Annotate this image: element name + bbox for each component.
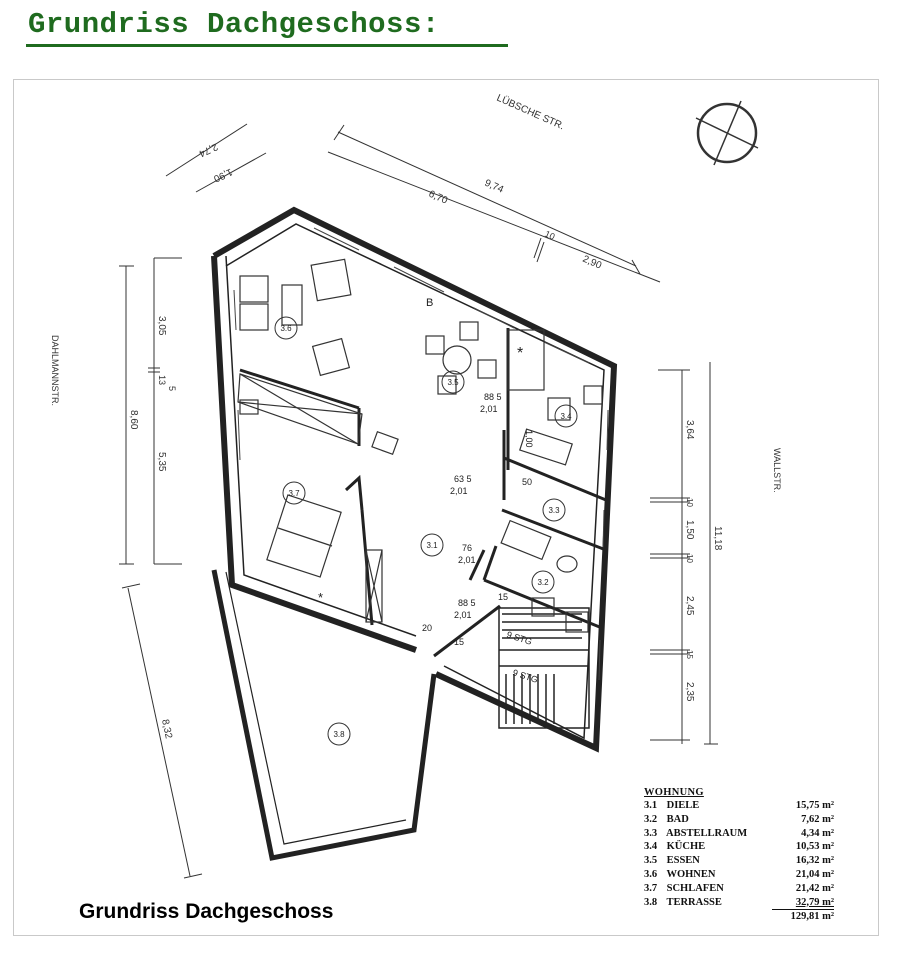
area-table	[644, 787, 834, 924]
street-label-north: LÜBSCHE STR.	[494, 92, 566, 133]
dim-top-small-2: 1,90	[211, 165, 235, 184]
area-row: 3.2 BAD 7,62 m²	[644, 813, 834, 825]
svg-text:1,00: 1,00	[524, 430, 534, 448]
svg-text:3.4: 3.4	[560, 412, 572, 421]
dim-right-5: 2,45	[684, 596, 695, 616]
dim-right-7: 2,35	[684, 682, 695, 702]
star-marker-2: *	[318, 590, 324, 605]
svg-text:2,01: 2,01	[450, 486, 468, 496]
street-label-west: DAHLMANNSTR.	[50, 335, 60, 407]
area-row: 3.6 WOHNEN 21,04 m²	[644, 868, 834, 880]
svg-text:63 5: 63 5	[454, 474, 472, 484]
dim-top-small-1: 2,74	[197, 140, 220, 159]
label-b: B	[426, 297, 434, 309]
dimension-lines-right	[650, 362, 718, 744]
dim-right-8: 11,18	[712, 526, 723, 551]
window-marks	[234, 228, 608, 680]
room-marker-3-2	[532, 571, 554, 593]
svg-text:88 5: 88 5	[458, 598, 476, 608]
star-marker-1: *	[517, 345, 524, 362]
dim-right-1: 3,64	[684, 420, 695, 440]
dim-left-1: 3,05	[156, 316, 167, 336]
area-row: 3.3 ABSTELLRAUM 4,34 m²	[644, 827, 834, 839]
dim-left-3: 5	[167, 386, 177, 392]
furniture	[240, 259, 602, 632]
svg-text:15: 15	[454, 637, 465, 647]
svg-text:2,01: 2,01	[480, 404, 498, 414]
svg-text:3.6: 3.6	[280, 324, 292, 333]
room-marker-3-6	[275, 317, 297, 339]
svg-text:3.7: 3.7	[288, 489, 300, 498]
floor-plan-frame	[13, 79, 879, 936]
svg-text:50: 50	[522, 477, 533, 487]
plan-caption: Grundriss Dachgeschoss	[79, 900, 334, 923]
dim-right-6: 15	[685, 650, 694, 659]
area-table-title: WOHNUNG	[644, 787, 704, 798]
svg-text:3.3: 3.3	[548, 506, 560, 515]
room-marker-3-4	[555, 405, 577, 427]
svg-text:3.1: 3.1	[426, 541, 438, 550]
svg-text:76: 76	[462, 543, 473, 553]
dim-right-3: 1,50	[684, 520, 695, 540]
svg-text:3.8: 3.8	[333, 730, 345, 739]
area-row: 3.4 KÜCHE 10,53 m²	[644, 841, 834, 853]
room-marker-3-5	[442, 371, 464, 393]
area-row: 3.5 ESSEN 16,32 m²	[644, 855, 834, 867]
area-row: 3.1 DIELE 15,75 m²	[644, 800, 834, 811]
dim-top-1: 6,70	[426, 188, 450, 207]
dim-top-2: 9,74	[482, 177, 506, 196]
dim-left-2: 13	[157, 375, 167, 386]
heading-underline	[26, 44, 508, 47]
street-label-east: WALLSTR.	[772, 448, 782, 493]
page-heading: Grundriss Dachgeschoss:	[28, 8, 440, 41]
dim-right-2: 10	[685, 498, 694, 507]
stair-label-2: 9 STG	[511, 667, 540, 685]
dim-terrace: 8,32	[159, 718, 174, 740]
svg-text:2,01: 2,01	[454, 610, 472, 620]
room-marker-3-1	[421, 534, 443, 556]
svg-text:15: 15	[498, 592, 509, 602]
svg-text:88 5: 88 5	[484, 392, 502, 402]
compass-icon	[696, 101, 758, 165]
svg-text:20: 20	[422, 623, 433, 633]
room-marker-3-8	[328, 723, 350, 745]
area-row: 3.8 TERRASSE 32,79 m²	[644, 896, 834, 908]
dim-left-4: 8,60	[128, 410, 139, 430]
area-row: 3.7 SCHLAFEN 21,42 m²	[644, 882, 834, 894]
area-total: 129,81 m²	[772, 909, 834, 924]
dim-top-4: 2,90	[580, 253, 604, 272]
svg-text:2,01: 2,01	[458, 555, 476, 565]
stair-label-1: 9 STG	[505, 629, 534, 647]
dim-left-5: 5,35	[156, 452, 167, 472]
dim-top-3: 10	[543, 228, 557, 242]
dim-right-4: 10	[685, 554, 694, 563]
svg-text:3.2: 3.2	[537, 578, 549, 587]
terrace-outline	[214, 570, 434, 858]
room-marker-3-7	[283, 482, 305, 504]
svg-text:3.5: 3.5	[447, 378, 459, 387]
room-marker-3-3	[543, 499, 565, 521]
